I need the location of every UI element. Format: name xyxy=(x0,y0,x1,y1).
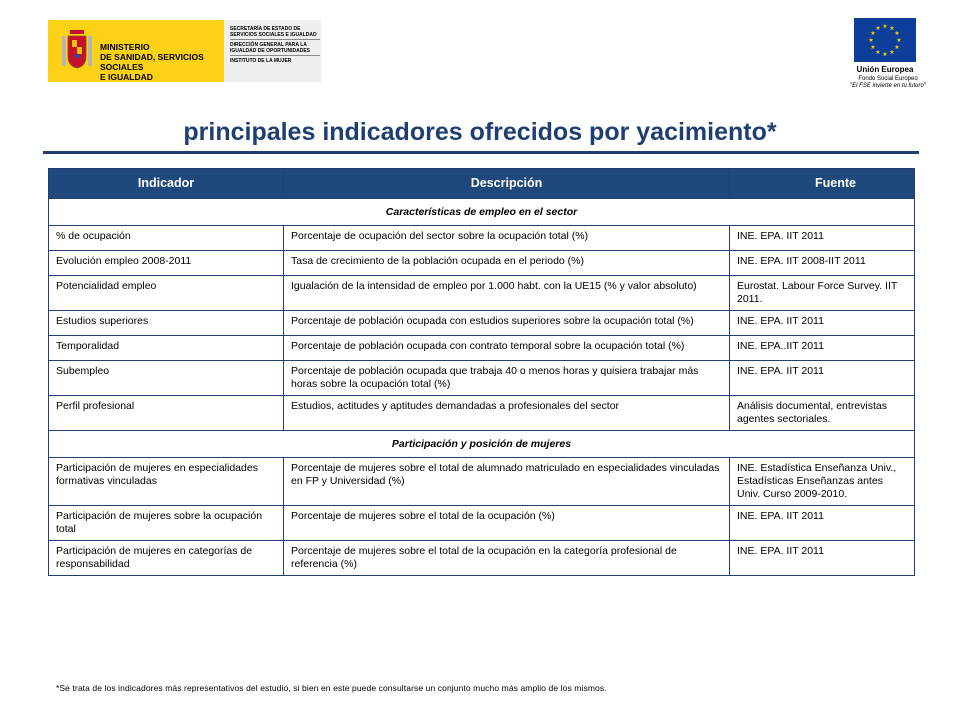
cell-fuente: INE. EPA. IIT 2011 xyxy=(730,226,915,251)
cell-indicador: % de ocupación xyxy=(49,226,284,251)
coat-of-arms-icon xyxy=(60,26,94,76)
svg-text:★: ★ xyxy=(875,25,881,32)
table-row xyxy=(49,541,915,576)
cell-fuente: INE. EPA. IIT 2011 xyxy=(730,311,915,336)
svg-text:★: ★ xyxy=(875,49,881,56)
cell-indicador: Evolución empleo 2008-2011 xyxy=(49,251,284,276)
table-row xyxy=(49,226,915,251)
page-title: principales indicadores ofrecidos por yacimiento* xyxy=(183,118,777,146)
svg-text:★: ★ xyxy=(894,44,900,51)
column-header-descripcion: Descripción xyxy=(284,169,730,199)
cell-fuente: INE. EPA. IIT 2011 xyxy=(730,541,915,576)
cell-descripcion: Porcentaje de población ocupada con estudios superiores sobre la ocupación total (%) xyxy=(284,311,730,336)
svg-text:★: ★ xyxy=(882,23,888,30)
footnote: *Se trata de los indicadores más representativos del estudio, si bien en este puede consultarse un conjunto mucho más amplio de los mismos. xyxy=(56,683,607,693)
indicators-table xyxy=(48,168,915,576)
cell-descripcion: Igualación de la intensidad de empleo por 1.000 habt. con la UE15 (% y valor absoluto) xyxy=(284,276,730,311)
eu-title: Unión Europea xyxy=(856,65,914,74)
section-title: Participación y posición de mujeres xyxy=(49,431,915,458)
cell-indicador: Potencialidad empleo xyxy=(49,276,284,311)
ministry-department: DIRECCIÓN GENERAL PARA LA IGUALDAD DE OPORTUNIDADES xyxy=(230,42,320,56)
ministry-department: INSTITUTO DE LA MUJER xyxy=(230,58,292,64)
cell-descripcion: Porcentaje de mujeres sobre el total de la ocupación en la categoría profesional de referencia (%) xyxy=(284,541,730,576)
section-title: Características de empleo en el sector xyxy=(49,199,915,226)
cell-indicador: Estudios superiores xyxy=(49,311,284,336)
svg-text:★: ★ xyxy=(882,51,888,58)
cell-indicador: Subempleo xyxy=(49,361,284,396)
cell-descripcion: Porcentaje de población ocupada con contrato temporal sobre la ocupación total (%) xyxy=(284,336,730,361)
table-row xyxy=(49,458,915,506)
svg-text:★: ★ xyxy=(870,30,876,37)
eu-logo xyxy=(840,18,936,98)
cell-descripcion: Porcentaje de mujeres sobre el total de alumnado matriculado en especialidades vinculadas en FP y Universidad (%) xyxy=(284,458,730,506)
ministry-name: MINISTERIO DE SANIDAD, SERVICIOS SOCIALES E IGUALDAD xyxy=(100,42,204,82)
eu-fund: Fondo Social Europeo xyxy=(858,76,918,82)
cell-descripcion: Porcentaje de mujeres sobre el total de la ocupación (%) xyxy=(284,506,730,541)
cell-descripcion: Tasa de crecimiento de la población ocupada en el periodo (%) xyxy=(284,251,730,276)
svg-text:★: ★ xyxy=(889,25,895,32)
table-row xyxy=(49,506,915,541)
cell-fuente: Análisis documental, entrevistas agentes sectoriales. xyxy=(730,396,915,431)
eu-slogan: "El FSE invierte en tu futuro" xyxy=(850,83,926,89)
table-body xyxy=(49,199,915,576)
section-row xyxy=(49,431,915,458)
table-row xyxy=(49,311,915,336)
cell-descripcion: Estudios, actitudes y aptitudes demandadas a profesionales del sector xyxy=(284,396,730,431)
cell-fuente: INE. EPA. IIT 2008-IIT 2011 xyxy=(730,251,915,276)
ministry-department: SECRETARÍA DE ESTADO DE SERVICIOS SOCIALES E IGUALDAD xyxy=(230,26,320,40)
svg-text:★: ★ xyxy=(894,30,900,37)
ministry-departments xyxy=(230,26,320,67)
cell-indicador: Participación de mujeres sobre la ocupación total xyxy=(49,506,284,541)
svg-text:★: ★ xyxy=(868,37,874,44)
cell-indicador: Temporalidad xyxy=(49,336,284,361)
cell-descripcion: Porcentaje de ocupación del sector sobre la ocupación total (%) xyxy=(284,226,730,251)
table-row xyxy=(49,396,915,431)
eu-flag-icon xyxy=(854,18,916,62)
table-row xyxy=(49,251,915,276)
table-row xyxy=(49,336,915,361)
title-divider xyxy=(43,151,919,154)
eu-fund-text xyxy=(840,76,936,90)
cell-indicador: Perfil profesional xyxy=(49,396,284,431)
table-row xyxy=(49,361,915,396)
svg-text:★: ★ xyxy=(896,37,902,44)
svg-text:★: ★ xyxy=(870,44,876,51)
cell-fuente: INE. Estadística Enseñanza Univ., Estadísticas Enseñanzas antes Univ. Curso 2009-2010. xyxy=(730,458,915,506)
cell-fuente: INE. EPA. IIT 2011 xyxy=(730,506,915,541)
svg-text:★: ★ xyxy=(889,49,895,56)
table-header-row xyxy=(49,169,915,199)
cell-indicador: Participación de mujeres en categorías de responsabilidad xyxy=(49,541,284,576)
cell-fuente: Eurostat. Labour Force Survey. IIT 2011. xyxy=(730,276,915,311)
cell-indicador: Participación de mujeres en especialidades formativas vinculadas xyxy=(49,458,284,506)
table-row xyxy=(49,276,915,311)
column-header-indicador: Indicador xyxy=(49,169,284,199)
ministry-logo-band xyxy=(48,20,224,82)
cell-fuente: INE. EPA..IIT 2011 xyxy=(730,336,915,361)
cell-fuente: INE. EPA. IIT 2011 xyxy=(730,361,915,396)
ministry-logo xyxy=(48,20,321,82)
cell-descripcion: Porcentaje de población ocupada que trabaja 40 o menos horas y quisiera trabajar más horas sobre la ocupación total (%) xyxy=(284,361,730,396)
column-header-fuente: Fuente xyxy=(730,169,915,199)
section-row xyxy=(49,199,915,226)
